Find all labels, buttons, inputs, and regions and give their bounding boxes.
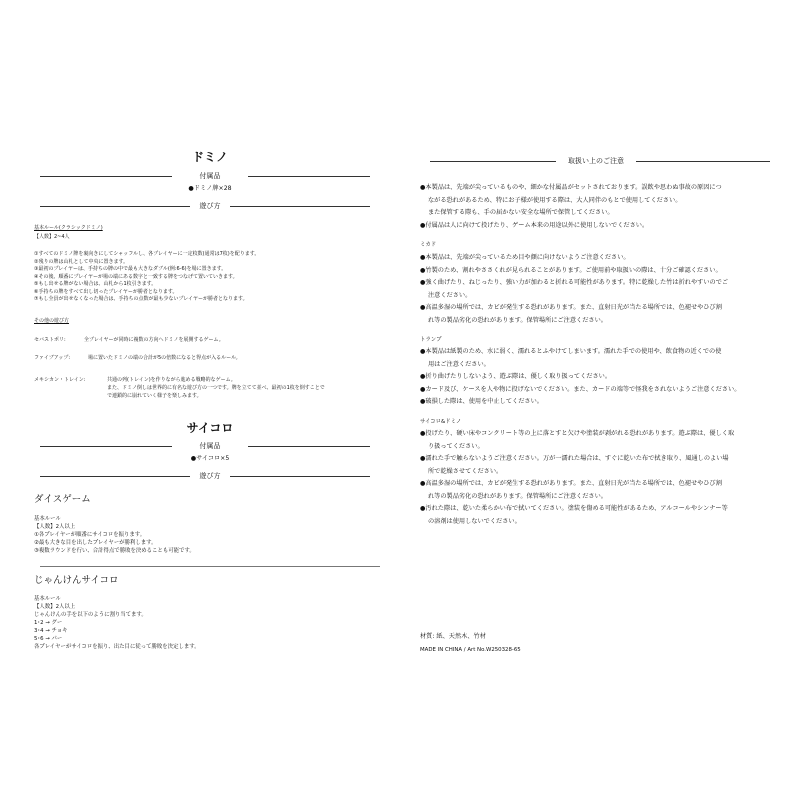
dice-game1-steps [34, 531, 195, 555]
dice-line: 3･4 → チョキ [34, 628, 68, 634]
section-separator [40, 566, 380, 567]
divider [40, 206, 190, 207]
cautions-dice-domino [420, 428, 734, 528]
cautions-heading: 取扱い上のご注意 [568, 157, 624, 165]
caution-line: ●投げたり、硬い床やコンクリート等の上に落とすと欠けや塗装が剥がれる恐れがあります。遊ぶ際は、優しく取 [420, 430, 735, 437]
cautions-general [420, 182, 722, 232]
dice-game1-title: ダイスゲーム [34, 494, 91, 505]
caution-line: れ等の製品劣化の恐れがあります。保管場所にご注意ください。 [428, 316, 607, 324]
divider [248, 176, 370, 177]
dice-step: ①各プレイヤーが順番にサイコロを振ります。 [34, 532, 146, 538]
dice-line: 5･6 → パー [34, 636, 63, 642]
dice-game1-basic: 基本ルール [34, 516, 61, 522]
variant-name: セバストポリ: [34, 337, 66, 343]
divider [40, 446, 172, 447]
dice-title: サイコロ [186, 421, 234, 435]
domino-title: ドミノ [191, 150, 228, 164]
divider [230, 476, 370, 477]
caution-line: 所で乾燥させてください。 [428, 467, 503, 475]
caution-line: ●竹製のため、割れやささくれが見られることがあります。ご使用前や取扱いの際は、十分ご確認ください。 [420, 266, 722, 274]
caution-line: ●本製品は、先端が尖っているため目や顔に向けないようご注意ください。 [420, 254, 630, 261]
divider [430, 161, 556, 162]
divider [40, 476, 190, 477]
variant-name: メキシカン・トレイン: [34, 377, 86, 383]
dice-step: ③複数ラウンドを行い、合計得点で勝敗を決めることも可能です。 [34, 548, 195, 554]
divider [230, 206, 370, 207]
dice-game2-lines [34, 611, 200, 651]
dice-domino-heading: サイコロ&ドミノ [420, 419, 462, 425]
domino-basic-rule: 基本ルール(クラシックドミノ) [34, 225, 103, 231]
caution-line: れ等の製品劣化の恐れがあります。保管場所にご注意ください。 [428, 492, 607, 500]
divider [248, 446, 370, 447]
domino-step: ⑦もし全員が出せなくなった場合は、手持ちの点数が最も少ないプレイヤーが勝者となります。 [34, 296, 248, 302]
variant-desc: 全プレイヤーが同時に複数の方向へドミノを展開するゲーム。 [84, 337, 224, 343]
caution-line: ●本製品は紙製のため、水に弱く、濡れるとふやけてしまいます。濡れた手での使用や、飲食物の近くでの使 [420, 348, 722, 355]
domino-step: ⑤もし出せる牌がない場合は、山札から1枚引きます。 [34, 281, 157, 287]
dice-accessories-item: ●サイコロ×5 [190, 455, 230, 462]
caution-line: 注意ください。 [428, 291, 472, 299]
cards-heading: トランプ [420, 337, 442, 343]
caution-line: り扱ってください。 [428, 442, 484, 450]
divider [40, 176, 172, 177]
dice-game2-players: 【人数】2人以上 [34, 604, 76, 610]
domino-step: ⑥手持ちの牌をすべて出し切ったプレイヤーが勝者となります。 [34, 288, 178, 295]
caution-line: ●折り曲げたりしないよう、遊ぶ際は、優しく取り扱ってください。 [420, 373, 612, 380]
dice-game1-players: 【人数】2人以上 [34, 524, 76, 530]
caution-line: ●付属品は人に向けて投げたり、ゲーム本来の用途以外に使用しないでください。 [420, 221, 649, 229]
caution-line: ●本製品は、先端が尖っているものや、細かな付属品がセットされております。誤飲や思わぬ事故の原因につ [420, 184, 722, 191]
domino-players: 【人数】2~4人 [34, 234, 70, 240]
domino-howto-heading: 遊び方 [199, 202, 221, 210]
caution-line: 用はご注意ください。 [428, 360, 490, 368]
domino-step: ①すべてのドミノ牌を裏向きにしてシャッフルし、各プレイヤーに一定枚数(通常は7枚)を配ります。 [34, 251, 260, 257]
caution-line: ●高温多湿の場所では、カビが発生する恐れがあります。また、直射日光が当たる場所では、色褪せやひび割 [420, 304, 722, 311]
caution-line: ●高温多湿の場所では、カビが発生する恐れがあります。また、直射日光が当たる場所では、色褪せやひび割 [420, 480, 722, 487]
cautions-cards [420, 346, 740, 409]
domino-other-heading: その他の遊び方 [34, 318, 70, 324]
mikado-heading: ミカド [420, 242, 437, 248]
variant-desc: 場に置いたドミノの端の合計が5の倍数になると得点が入るルール。 [88, 355, 241, 361]
variant-name: ファイブアップ: [34, 355, 71, 361]
caution-line: ながる恐れがあるため、特にお子様が使用する際は、大人同伴のもとで使用してください。 [428, 196, 682, 204]
domino-step: ③最初のプレイヤーは、手持ちの牌の中で最も大きなダブル(例:6-6)を場に置きます。 [34, 266, 227, 272]
domino-step: ④その後、順番にプレイヤーが場の端にある数字と一致する牌をつなげて置いていきます。 [34, 273, 238, 280]
variant-extra: で連鎖的に崩れていく様子を楽しみます。 [107, 393, 202, 399]
material-text: 材質: 紙、天然木、竹材 [420, 633, 486, 640]
caution-line: また保管する際も、手の届かない安全な場所で保管してください。 [428, 209, 614, 216]
caution-line: ●強く曲げたり、ねじったり、強い力が加わると折れる可能性があります。特に乾燥した竹は折れやすいのでご [420, 279, 729, 286]
caution-line: ●汚れた際は、乾いた柔らかい布で拭いてください。塗装を傷める可能性があるため、アルコールやシンナー等 [420, 505, 728, 512]
made-in-text: MADE IN CHINA / Art No.W250328-65 [420, 647, 521, 653]
variant-desc: 共通の列(トレイン)を作りながら進める戦略的なゲーム。 [107, 377, 236, 383]
divider [636, 161, 770, 162]
dice-howto-heading: 遊び方 [199, 472, 221, 480]
domino-accessories-heading: 付属品 [199, 172, 221, 180]
dice-game2-basic: 基本ルール [34, 596, 61, 602]
dice-line: 各プレイヤーがサイコロを振り、出た目に従って勝敗を決定します。 [34, 644, 200, 650]
dice-game2-title: じゃんけんサイコロ [34, 575, 119, 586]
cautions-mikado [420, 252, 728, 327]
caution-line: の溶剤は使用しないでください。 [428, 517, 521, 525]
caution-line: ●濡れた手で触らないようご注意ください。万が一濡れた場合は、すぐに乾いた布で拭き取り、風通しのよい場 [420, 455, 729, 462]
domino-steps [34, 251, 259, 304]
variant-extra: また、ドミノ倒しは世界的に有名な遊び方の一つです。牌を立てて並べ、最初の1枚を倒すことで [107, 385, 325, 391]
caution-line: ●カード及び、ケースを人や物に投げないでください。また、カードの端等で怪我をされないようご注意ください。 [420, 385, 741, 393]
dice-accessories-heading: 付属品 [199, 442, 221, 450]
caution-line: ●破損した際は、使用を中止してください。 [420, 398, 543, 405]
dice-step: ②最も大きな目を出したプレイヤーが勝利します。 [34, 540, 157, 546]
domino-step: ②残りの牌は山札として中央に置きます。 [34, 258, 129, 265]
dice-line: 1･2 → グー [34, 620, 63, 626]
domino-accessories-item: ●ドミノ牌×28 [188, 185, 232, 192]
dice-line: じゃんけんの手を以下のように割り当てます。 [34, 612, 147, 618]
